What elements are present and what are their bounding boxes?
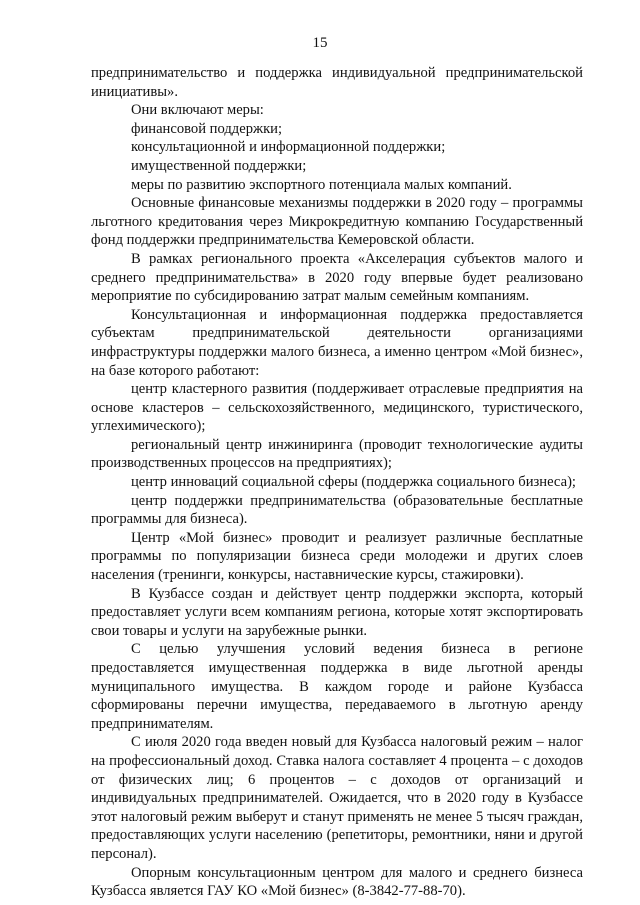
list-item: центр поддержки предпринимательства (образовательные бесплатные программы для бизнеса). [91, 492, 583, 528]
list-item: консультационной и информационной поддержки; [131, 139, 446, 156]
list-item: центр кластерного развития (поддерживает отраслевые предприятия на основе кластеров – сельскохозяйственного, медицинского, туристического, углехимического); [91, 381, 583, 435]
paragraph: Консультационная и информационная поддержка предоставляется субъектам предпринимательской деятельности организациями инфраструктуры поддержки малого бизнеса, а именно центром «Мой бизнес», на базе которого работают: [91, 306, 583, 379]
paragraph: С целью улучшения условий ведения бизнеса в регионе предоставляется имущественная поддержка в виде льготной аренды муниципального имущества. В каждом городе и районе Кузбасса сформированы перечни имущества, передаваемого в льготную аренду предпринимателям. [91, 641, 583, 732]
paragraph: Они включают меры: [131, 102, 264, 119]
list-item: меры по развитию экспортного потенциала малых компаний. [131, 176, 512, 193]
document-body [91, 64, 583, 901]
paragraph: В рамках регионального проекта «Акселерация субъектов малого и среднего предпринимательства» в 2020 году впервые будет реализовано мероприятие по субсидированию затрат малым семейным компаниям. [91, 250, 583, 305]
page-number: 15 [312, 35, 328, 51]
paragraph: С июля 2020 года введен новый для Кузбасса налоговый режим – налог на профессиональный доход. Ставка налога составляет 4 процента – с доходов от физических лиц; 6 процентов – с доходов от организаций и индивидуальных предпринимателей. Ожидается, что в 2020 году в Кузбассе этот налоговый режим выберут и станут применять не менее 5 тысяч граждан, предоставляющих услуги населению (репетиторы, ремонтники, няни и другой персонал). [91, 734, 583, 862]
paragraph: Центр «Мой бизнес» проводит и реализует различные бесплатные программы по популяризации бизнеса среди молодежи и других слоев населения (тренинги, конкурсы, наставнические курсы, стажировки). [91, 529, 583, 584]
list-item: центр инноваций социальной сферы (поддержка социального бизнеса); [131, 474, 576, 491]
paragraph: Опорным консультационным центром для малого и среднего бизнеса Кузбасса является ГАУ КО «Мой бизнес» (8-3842-77-88-70). [91, 864, 583, 900]
paragraph: В Кузбассе создан и действует центр поддержки экспорта, который предоставляет услуги всем компаниям региона, которые хотят экспортировать свои товары и услуги на зарубежные рынки. [91, 585, 583, 639]
paragraph: предпринимательство и поддержка индивидуальной предпринимательской инициативы». [91, 65, 583, 100]
list-item: региональный центр инжиниринга (проводит технологические аудиты производственных процессов на предприятиях); [91, 436, 583, 472]
list-item: финансовой поддержки; [131, 120, 283, 137]
list-item: имущественной поддержки; [131, 157, 307, 174]
paragraph: Основные финансовые механизмы поддержки в 2020 году – программы льготного кредитования через Микрокредитную компанию Государственный фонд поддержки предпринимательства Кемеровской области. [91, 195, 583, 249]
